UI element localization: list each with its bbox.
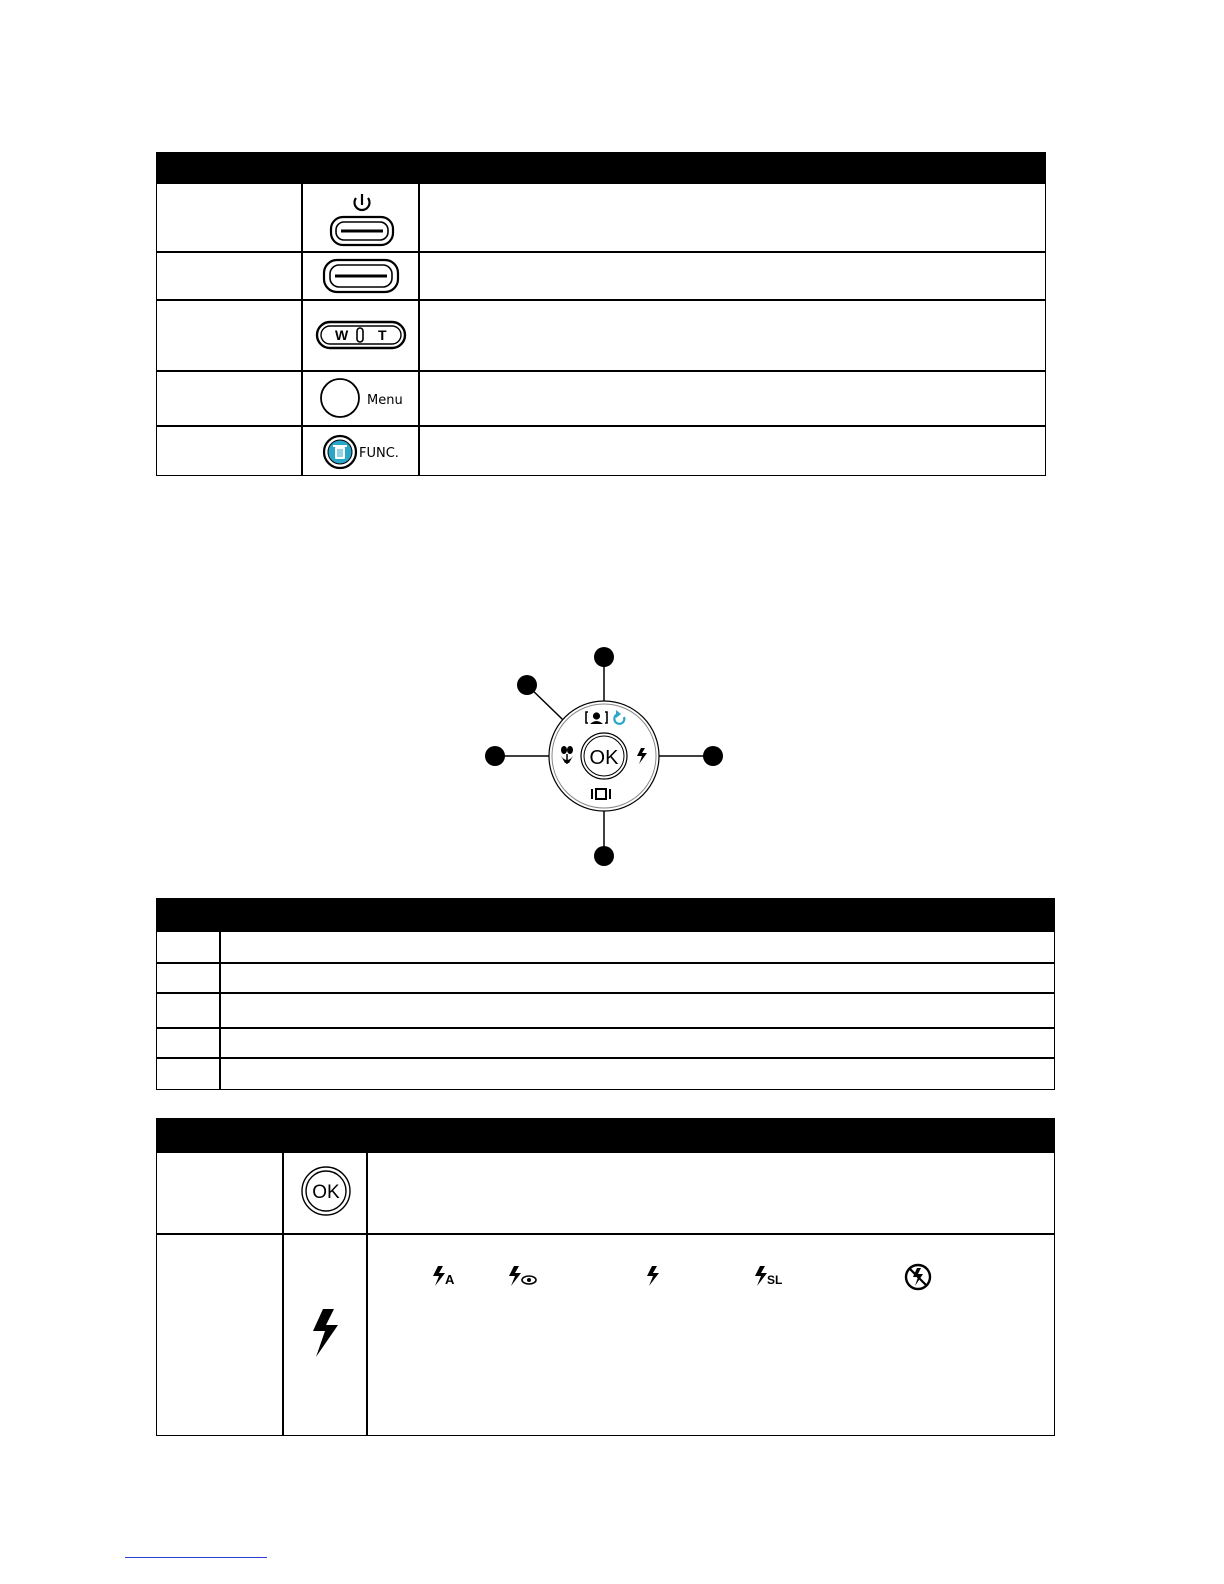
callout-marker-down (594, 846, 614, 866)
func-delete-button-icon (321, 432, 413, 472)
ok-button-label: OK (312, 1182, 340, 1203)
column-divider (219, 932, 221, 1089)
row-divider (157, 425, 1045, 427)
callout-marker-right (703, 746, 723, 766)
zoom-wide-label: W (335, 327, 349, 343)
flash-button-icon (307, 1307, 343, 1359)
row-divider (157, 370, 1045, 372)
column-divider (418, 184, 420, 475)
column-divider (282, 1153, 284, 1435)
table-header (157, 153, 1045, 184)
flash-red-eye-icon (507, 1265, 539, 1287)
callout-marker-left (485, 746, 505, 766)
table-header (157, 899, 1054, 932)
row-divider (157, 1057, 1054, 1059)
zoom-tele-label: T (378, 327, 387, 343)
flash-slow-sync-icon (753, 1265, 789, 1287)
footer-link-underline (125, 1557, 267, 1558)
row-divider (157, 962, 1054, 964)
row-divider (157, 1233, 1054, 1235)
row-divider (157, 299, 1045, 301)
menu-label: Menu (367, 393, 403, 408)
menu-button-icon (319, 376, 411, 422)
column-divider (301, 184, 303, 475)
ok-button-icon (300, 1165, 352, 1217)
svg-text:SL: SL (767, 1273, 783, 1287)
svg-text:A: A (445, 1272, 455, 1287)
dpad-ok-label: OK (589, 747, 619, 769)
flash-forced-on-icon (644, 1265, 662, 1287)
callout-marker-up (594, 647, 614, 667)
row-divider (157, 992, 1054, 994)
zoom-button-icon (315, 319, 407, 351)
flash-off-icon (904, 1263, 932, 1291)
navigation-key-table (156, 898, 1055, 1090)
power-button-icon (327, 191, 397, 249)
ok-flash-table (156, 1118, 1055, 1436)
button-function-table (156, 152, 1046, 476)
column-divider (366, 1153, 368, 1435)
shutter-button-icon (321, 256, 401, 296)
table-header (157, 1119, 1054, 1153)
row-divider (157, 251, 1045, 253)
row-divider (157, 1027, 1054, 1029)
callout-marker-ok (517, 675, 537, 695)
func-label: FUNC. (359, 446, 399, 461)
flash-auto-icon (431, 1265, 461, 1287)
